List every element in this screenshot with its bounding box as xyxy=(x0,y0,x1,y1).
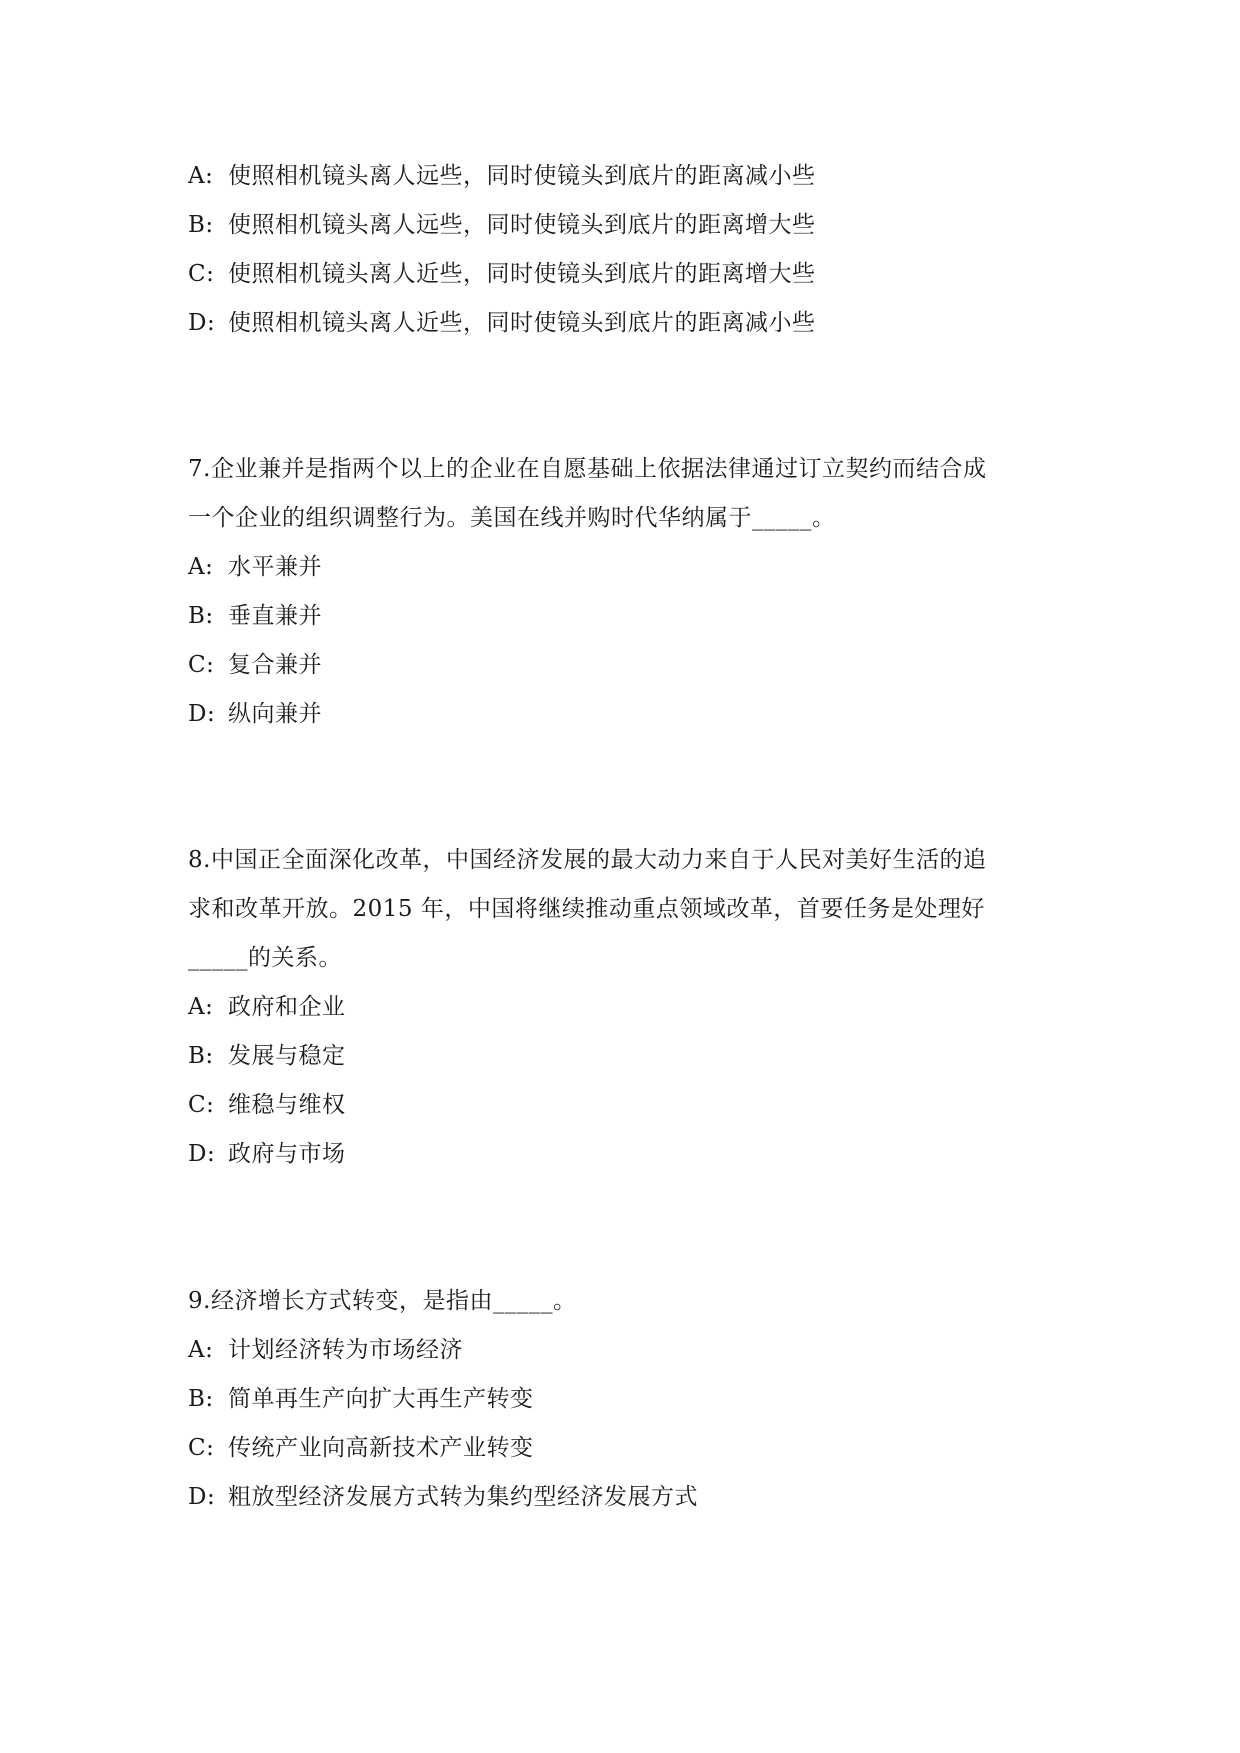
question-9 xyxy=(188,1277,1068,1522)
option-key: A: xyxy=(188,554,214,580)
option-a xyxy=(188,543,1068,592)
question-stem-line: 7.企业兼并是指两个以上的企业在自愿基础上依据法律通过订立契约而结合成 xyxy=(188,456,987,482)
option-text: 使照相机镜头离人近些，同时使镜头到底片的距离减小些 xyxy=(228,310,816,336)
option-b xyxy=(188,201,1068,250)
option-key: A: xyxy=(188,1337,214,1363)
option-text: 水平兼并 xyxy=(228,554,322,580)
option-text: 发展与稳定 xyxy=(228,1043,346,1069)
option-c xyxy=(188,641,1068,690)
option-key: A: xyxy=(188,994,214,1020)
question-8 xyxy=(188,836,1068,1179)
option-text: 垂直兼并 xyxy=(228,603,322,629)
option-text: 简单再生产向扩大再生产转变 xyxy=(228,1386,534,1412)
option-text: 计划经济转为市场经济 xyxy=(228,1337,463,1363)
option-key: C: xyxy=(188,1435,215,1461)
question-stem-line: 一个企业的组织调整行为。美国在线并购时代华纳属于_____。 xyxy=(188,505,836,531)
option-text: 使照相机镜头离人远些，同时使镜头到底片的距离减小些 xyxy=(228,163,816,189)
option-text: 复合兼并 xyxy=(228,652,322,678)
option-a xyxy=(188,1326,1068,1375)
question-7 xyxy=(188,445,1068,739)
option-text: 传统产业向高新技术产业转变 xyxy=(228,1435,534,1461)
option-key: C: xyxy=(188,1092,215,1118)
option-a xyxy=(188,152,1068,201)
question-stem-line: 9.经济增长方式转变，是指由_____。 xyxy=(188,1288,577,1314)
option-text: 政府和企业 xyxy=(228,994,346,1020)
option-text: 维稳与维权 xyxy=(228,1092,346,1118)
question-6 xyxy=(188,152,1068,348)
option-b xyxy=(188,1032,1068,1081)
option-b xyxy=(188,592,1068,641)
option-key: B: xyxy=(188,603,214,629)
option-key: A: xyxy=(188,163,214,189)
option-text: 粗放型经济发展方式转为集约型经济发展方式 xyxy=(228,1484,698,1510)
option-d xyxy=(188,1130,1068,1179)
option-key: B: xyxy=(188,1386,214,1412)
option-a xyxy=(188,983,1068,1032)
question-stem-line: _____的关系。 xyxy=(188,945,342,971)
question-stem-line: 8.中国正全面深化改革，中国经济发展的最大动力来自于人民对美好生活的追 xyxy=(188,847,987,873)
option-key: B: xyxy=(188,1043,214,1069)
option-key: D: xyxy=(188,701,216,727)
option-b xyxy=(188,1375,1068,1424)
option-text: 政府与市场 xyxy=(228,1141,346,1167)
option-key: C: xyxy=(188,261,215,287)
option-key: B: xyxy=(188,212,214,238)
option-d xyxy=(188,299,1068,348)
option-d xyxy=(188,690,1068,739)
option-text: 使照相机镜头离人近些，同时使镜头到底片的距离增大些 xyxy=(228,261,816,287)
option-key: D: xyxy=(188,1484,216,1510)
option-key: D: xyxy=(188,1141,216,1167)
option-text: 纵向兼并 xyxy=(228,701,322,727)
option-c xyxy=(188,1081,1068,1130)
option-c xyxy=(188,250,1068,299)
question-stem-line: 求和改革开放。2015 年，中国将继续推动重点领域改革，首要任务是处理好 xyxy=(188,896,985,922)
option-c xyxy=(188,1424,1068,1473)
option-key: C: xyxy=(188,652,215,678)
option-text: 使照相机镜头离人远些，同时使镜头到底片的距离增大些 xyxy=(228,212,816,238)
option-key: D: xyxy=(188,310,216,336)
option-d xyxy=(188,1473,1068,1522)
